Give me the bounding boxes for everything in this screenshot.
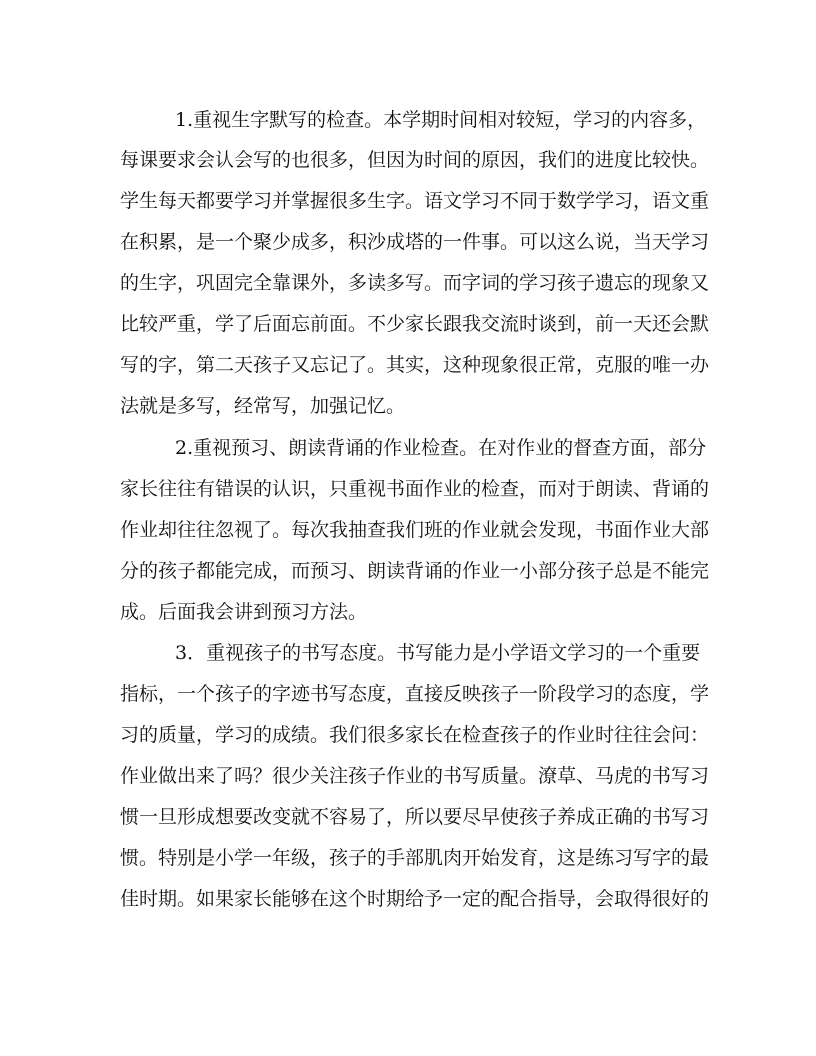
paragraph-3-line-3: 习的质量，学习的成绩。我们很多家长在检查孩子的作业时往往会问： <box>120 724 710 746</box>
paragraph-1-line-2: 每课要求会认会写的也很多，但因为时间的原因，我们的进度比较快。 <box>120 149 710 171</box>
paragraph-2-line-5: 成。后面我会讲到预习方法。 <box>120 601 368 623</box>
paragraph-1-line-4: 在积累，是一个聚少成多，积沙成塔的一件事。可以这么说，当天学习 <box>120 231 710 253</box>
paragraph-1-line-6: 比较严重，学了后面忘前面。不少家长跟我交流时谈到，前一天还会默 <box>120 313 710 335</box>
paragraph-3-line-1: 3．重视孩子的书写态度。书写能力是小学语文学习的一个重要 <box>175 642 701 664</box>
paragraph-3-line-4: 作业做出来了吗？很少关注孩子作业的书写质量。潦草、马虎的书写习 <box>120 765 710 787</box>
paragraph-1-line-7: 写的字，第二天孩子又忘记了。其实，这种现象很正常，克服的唯一办 <box>120 354 710 376</box>
paragraph-2-line-2: 家长往往有错误的认识，只重视书面作业的检查，而对于朗读、背诵的 <box>120 478 710 500</box>
paragraph-3-line-2: 指标，一个孩子的字迹书写态度，直接反映孩子一阶段学习的态度，学 <box>120 683 710 705</box>
paragraph-2-line-4: 分的孩子都能完成，而预习、朗读背诵的作业一小部分孩子总是不能完 <box>120 560 710 582</box>
paragraph-2-line-1: 2.重视预习、朗读背诵的作业检查。在对作业的督查方面，部分 <box>175 437 707 459</box>
paragraph-1-line-8: 法就是多写，经常写，加强记忆。 <box>120 395 406 417</box>
paragraph-1-line-3: 学生每天都要学习并掌握很多生字。语文学习不同于数学学习，语文重 <box>120 190 710 212</box>
paragraph-1-line-1: 1.重视生字默写的检查。本学期时间相对较短，学习的内容多， <box>175 109 707 131</box>
paragraph-3-line-7: 佳时期。如果家长能够在这个时期给予一定的配合指导，会取得很好的 <box>120 888 710 910</box>
paragraph-1-line-5: 的生字，巩固完全靠课外，多读多写。而字词的学习孩子遗忘的现象又 <box>120 272 710 294</box>
paragraph-3-line-6: 惯。特别是小学一年级，孩子的手部肌肉开始发育，这是练习写字的最 <box>120 847 710 869</box>
paragraph-2-line-3: 作业却往往忽视了。每次我抽查我们班的作业就会发现，书面作业大部 <box>120 519 710 541</box>
paragraph-3-line-5: 惯一旦形成想要改变就不容易了，所以要尽早使孩子养成正确的书写习 <box>120 806 710 828</box>
